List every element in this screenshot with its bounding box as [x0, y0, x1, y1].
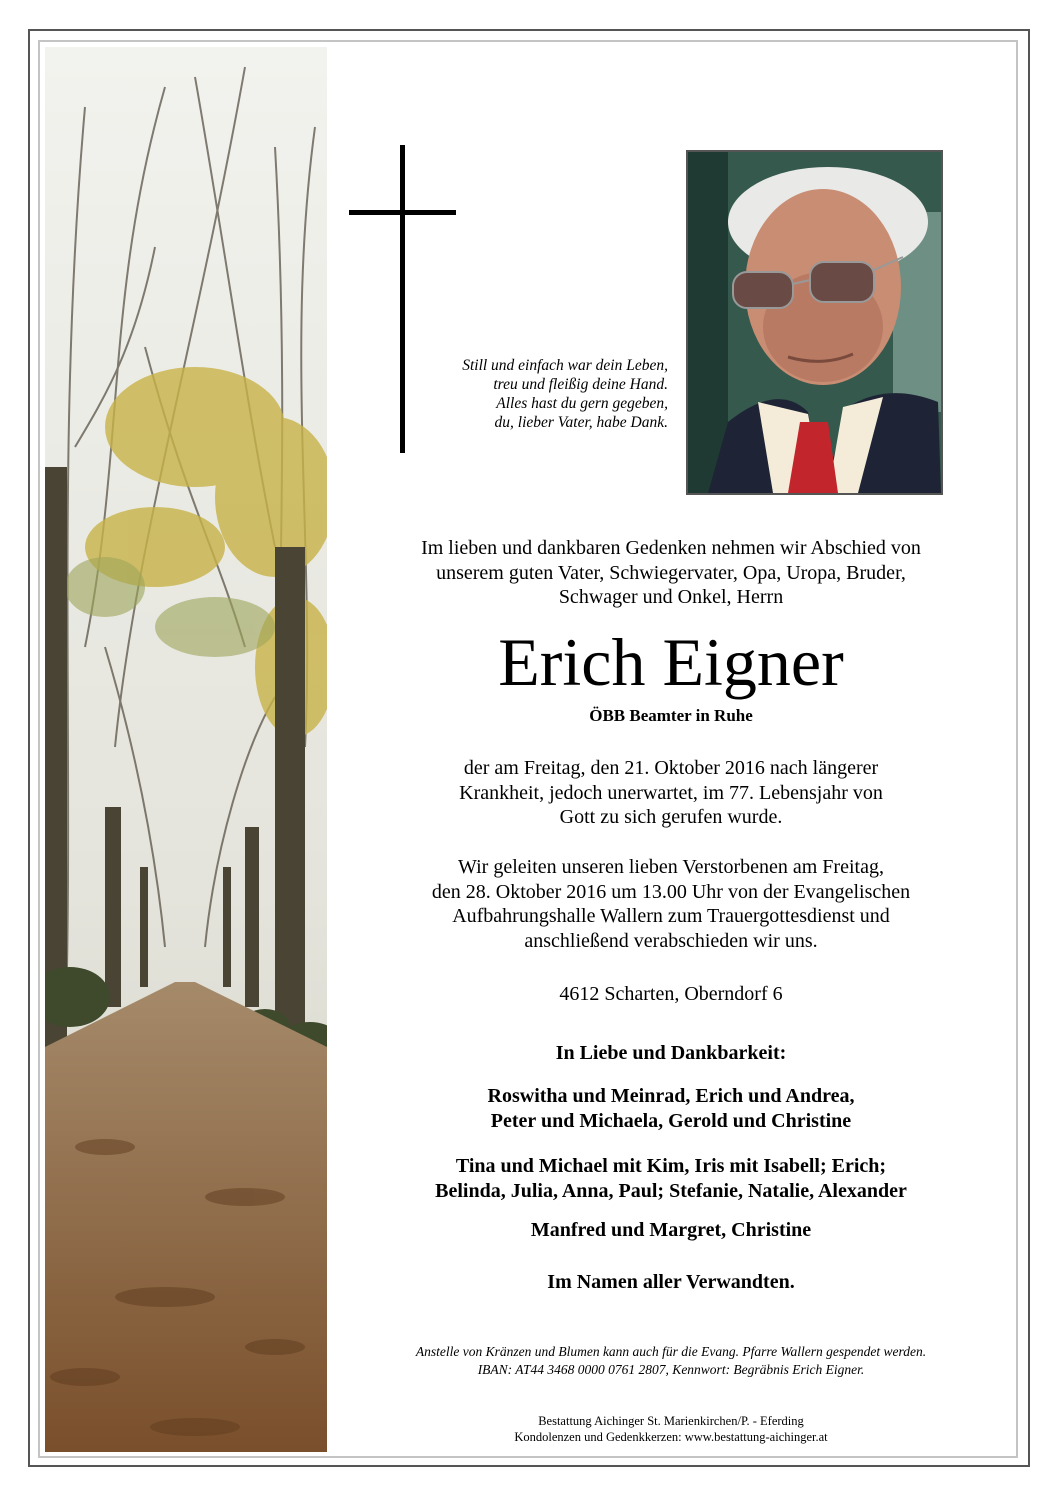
intro-line: Schwager und Onkel, Herrn [558, 586, 784, 608]
portrait-photo [686, 150, 943, 495]
autumn-alley-photo [45, 47, 327, 1452]
death-line: der am Freitag, den 21. Oktober 2016 nach längerer [463, 757, 879, 779]
intro-line: Im lieben und dankbaren Gedenken nehmen wir Abschied von [421, 537, 921, 559]
intro-text [336, 536, 1006, 610]
footer-line: Bestattung Aichinger St. Marienkirchen/P. - Eferding [538, 1414, 804, 1428]
mourners-group [336, 1084, 1006, 1134]
deceased-name: Erich Eigner [498, 624, 844, 700]
death-line: Gott zu sich gerufen wurde. [559, 806, 783, 828]
funeral-home-footer [336, 1413, 1006, 1445]
memorial-verse [350, 356, 668, 432]
verse-line: treu und fleißig deine Hand. [493, 376, 668, 393]
address: 4612 Scharten, Oberndorf 6 [559, 983, 783, 1005]
deceased-title: ÖBB Beamter in Ruhe [589, 706, 753, 725]
mourners-heading: In Liebe und Dankbarkeit: [555, 1042, 787, 1064]
donation-line: Anstelle von Kränzen und Blumen kann auch für die Evang. Pfarre Wallern gespendet werden. [415, 1344, 927, 1359]
funeral-details [336, 855, 1006, 953]
death-notice [336, 756, 1006, 830]
mourners-line: Roswitha und Meinrad, Erich und Andrea, [487, 1085, 855, 1107]
death-line: Krankheit, jedoch unerwartet, im 77. Lebensjahr von [459, 781, 883, 804]
donation-line: IBAN: AT44 3468 0000 0761 2807, Kennwort: Begräbnis Erich Eigner. [477, 1361, 865, 1377]
verse-line: Still und einfach war dein Leben, [462, 357, 668, 374]
mourners-line: Peter und Michaela, Gerold und Christine [490, 1110, 852, 1132]
mourners-line: Belinda, Julia, Anna, Paul; Stefanie, Natalie, Alexander [435, 1180, 907, 1202]
funeral-line: Wir geleiten unseren lieben Verstorbenen am Freitag, [458, 856, 884, 878]
intro-line: unserem guten Vater, Schwiegervater, Opa, Uropa, Bruder, [436, 561, 906, 584]
mourners-group [336, 1154, 1006, 1204]
footer-line: Kondolenzen und Gedenkkerzen: www.bestattung-aichinger.at [514, 1430, 828, 1444]
funeral-line: den 28. Oktober 2016 um 13.00 Uhr von der Evangelischen [431, 880, 911, 903]
cross-icon-bar [349, 210, 456, 215]
verse-line: Alles hast du gern gegeben, [496, 395, 668, 412]
closing-line: Im Namen aller Verwandten. [547, 1271, 795, 1293]
mourners-line: Manfred und Margret, Christine [530, 1219, 812, 1241]
donation-note [336, 1343, 1006, 1378]
verse-line: du, lieber Vater, habe Dank. [494, 414, 668, 431]
funeral-line: anschließend verabschieden wir uns. [524, 929, 818, 952]
funeral-line: Aufbahrungshalle Wallern zum Trauergottesdienst und [452, 905, 890, 927]
mourners-line: Tina und Michael mit Kim, Iris mit Isabell; Erich; [455, 1155, 887, 1177]
